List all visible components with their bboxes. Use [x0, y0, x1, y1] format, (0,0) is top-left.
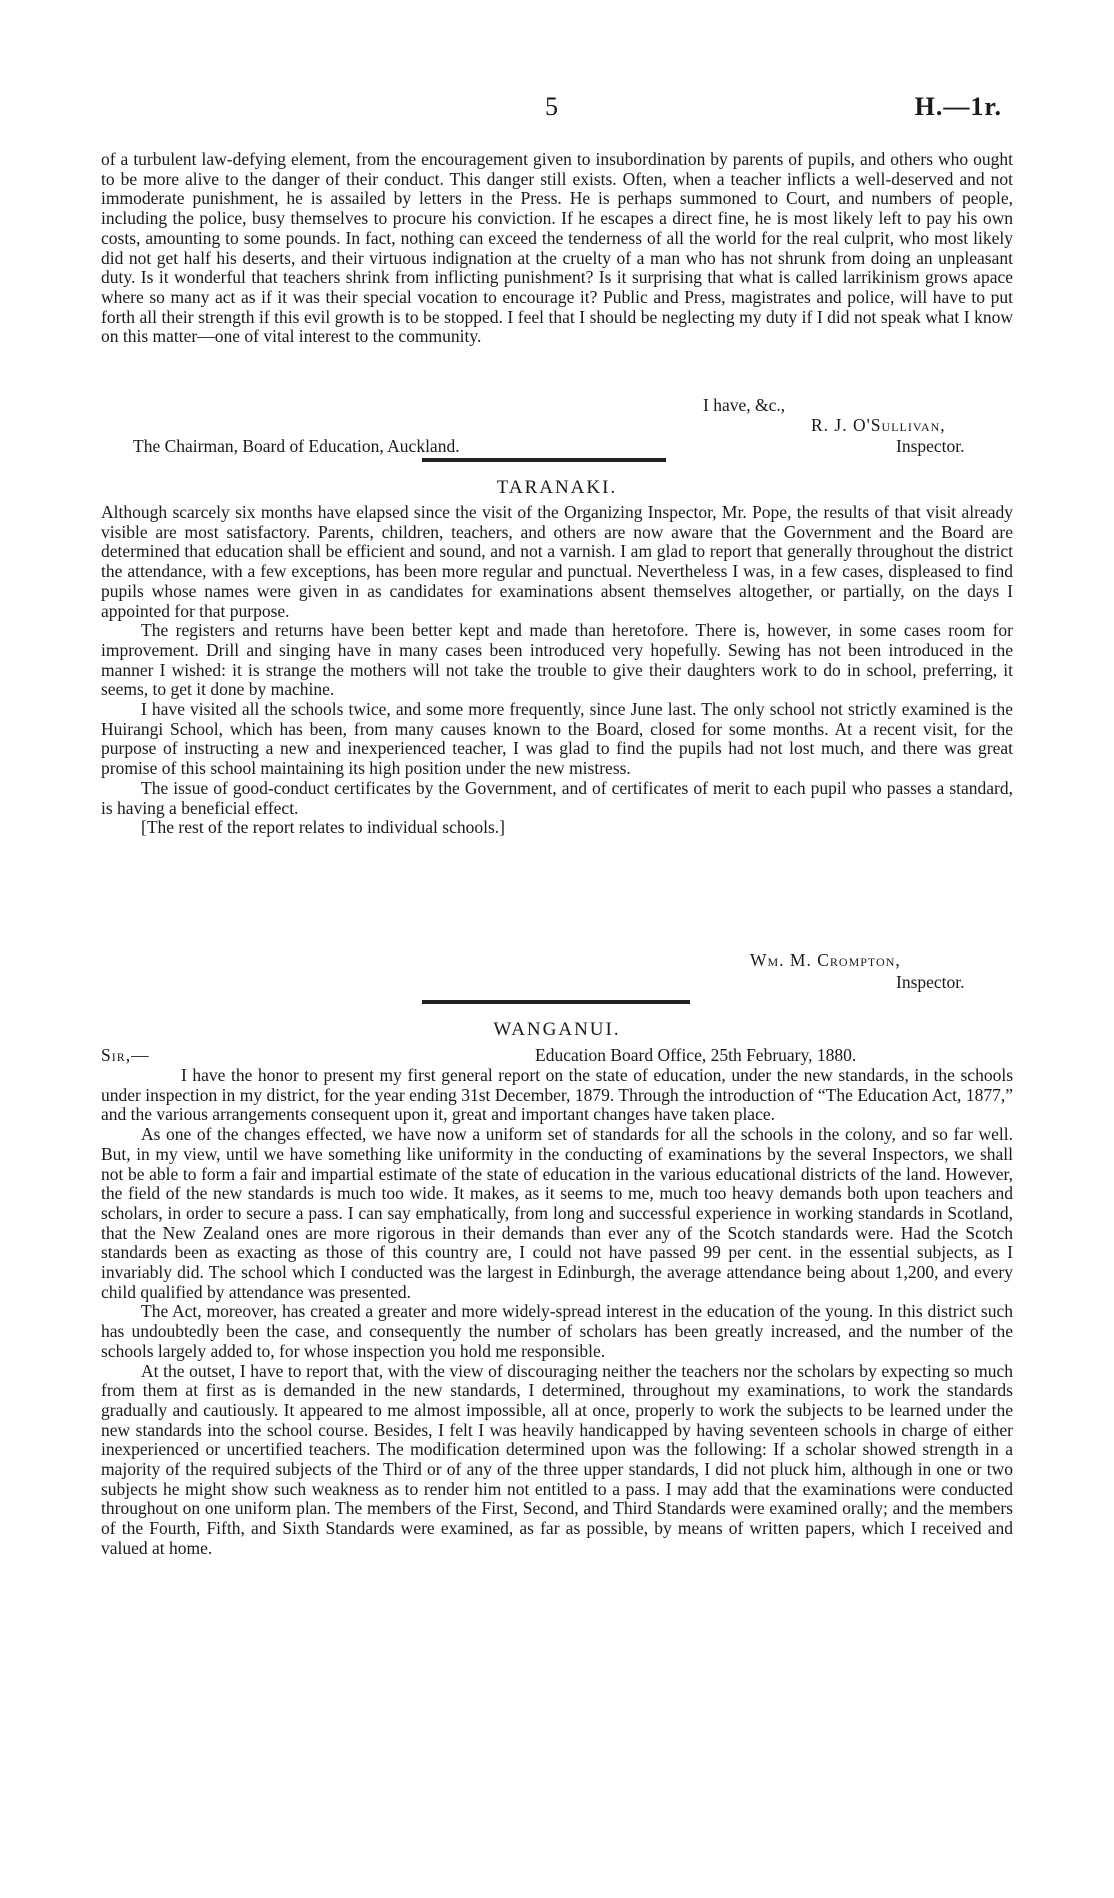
- osullivan-title: Inspector.: [896, 436, 965, 456]
- wanganui-report-text: [101, 1066, 1013, 1559]
- taranaki-editorial-note: [The rest of the report relates to individual schools.]: [141, 817, 505, 838]
- taranaki-report-text: [101, 503, 1013, 838]
- osullivan-signature: R. J. O'Sullivan,: [811, 415, 946, 435]
- osullivan-addressee: The Chairman, Board of Education, Auckland.: [133, 436, 460, 456]
- crompton-title: Inspector.: [896, 972, 965, 992]
- wanganui-salutation: Sir,—: [101, 1045, 150, 1065]
- wanganui-paragraph: The Act, moreover, has created a greater and more widely-spread interest in the education of the young. In this district such has undoubtedly been the case, and consequently the number of scholars has been greatly increased, and the number of the schools largely added to, for whose inspection you hold me responsible.: [101, 1301, 1013, 1361]
- page-number: 5: [545, 92, 558, 121]
- section-divider: [422, 1000, 690, 1004]
- crompton-signature: Wm. M. Crompton,: [750, 950, 901, 970]
- wanganui-heading: WANGANUI.: [493, 1019, 621, 1040]
- section-divider: [422, 458, 666, 462]
- wanganui-dateline: Education Board Office, 25th February, 1880.: [535, 1045, 857, 1065]
- document-reference: H.—1r.: [914, 92, 1002, 121]
- osullivan-report-text: [101, 150, 1013, 347]
- taranaki-paragraph: I have visited all the schools twice, and some more frequently, since June last. The only school not strictly examined is the Huirangi School, which has been, from many causes known to the Board, closed for some months. At a recent visit, for the purpose of instructing a new and inexperienced teacher, I was glad to find the pupils had not lost much, and there was great promise of this school maintaining its high position under the new mistress.: [101, 699, 1013, 779]
- taranaki-paragraph: Although scarcely six months have elapsed since the visit of the Organizing Inspector, Mr. Pope, the results of that visit already visible are most satisfactory. Parents, children, teachers, and others are now aware that the Government and the Board are determined that education shall be efficient and sound, and not a varnish. I am glad to report that generally throughout the district the attendance, with a few exceptions, has been more regular and punctual. Nevertheless I was, in a few cases, displeased to find pupils whose names were given in as candidates for examinations absent themselves altogether, or partially, on the days I appointed for that purpose.: [101, 502, 1013, 621]
- wanganui-paragraph: I have the honor to present my first general report on the state of education, under the new standards, in the schools under inspection in my district, for the year ending 31st December, 1879. Through the introduction of “The Education Act, 1877,” and the various arrangements consequent upon it, great and important changes have taken place.: [101, 1065, 1013, 1125]
- taranaki-heading: TARANAKI.: [496, 477, 618, 498]
- taranaki-paragraph: The registers and returns have been better kept and made than heretofore. There is, however, in some cases room for improvement. Drill and singing have in many cases been introduced very hopefully. Sewing has not been introduced in the manner I wished: it is strange the mothers will not take the trouble to give their daughters work to do in school, preferring, it seems, to get it done by machine.: [101, 620, 1013, 700]
- wanganui-paragraph: As one of the changes effected, we have now a uniform set of standards for all the schools in the colony, and so far well. But, in my view, until we have something like uniformity in the conducting of examinations by the several Inspectors, we shall not be able to form a fair and impartial estimate of the state of education in the various educational districts of the land. However, the field of the new standards is much too wide. It makes, as it seems to me, much too heavy demands both upon teachers and scholars, in order to secure a pass. I can say emphatically, from long and successful experience in working standards in Scotland, that the New Zealand ones are more rigorous in their demands than ever any of the Scotch standards were. Had the Scotch standards been as exacting as those of this country are, I could not have passed 99 per cent. in the essential subjects, as I invariably did. The school which I conducted was the largest in Edinburgh, the average attendance being about 1,200, and every child qualified by attendance was presented.: [101, 1124, 1013, 1302]
- osullivan-closing: I have, &c.,: [703, 395, 786, 415]
- taranaki-paragraph: The issue of good-conduct certificates by the Government, and of certificates of merit to each pupil who passes a standard, is having a beneficial effect.: [101, 777, 1013, 818]
- wanganui-paragraph: At the outset, I have to report that, with the view of discouraging neither the teachers nor the scholars by expecting so much from them at first as is demanded in the new standards, I determined, throughout my examinations, to work the standards gradually and cautiously. It appeared to me almost impossible, all at once, properly to work the subjects to be learned under the new standards into the school course. Besides, I felt I was heavily handicapped by having seventeen schools in charge of either inexperienced or uncertified teachers. The modification determined upon was the following: If a scholar showed strength in a majority of the required subjects of the Third or of any of the three upper standards, I did not pluck him, although in one or two subjects he might show such weakness as to render him not entitled to a pass. I may add that the examinations were conducted throughout on one uniform plan. The members of the First, Second, and Third Standards were examined orally; and the members of the Fourth, Fifth, and Sixth Standards were examined, as far as possible, by means of written papers, which I received and valued at home.: [101, 1360, 1013, 1558]
- osullivan-body-paragraph: of a turbulent law-defying element, from the encouragement given to insubordination by parents of pupils, and others who ought to be more alive to the danger of their conduct. This danger still exists. Often, when a teacher inflicts a well-deserved and not immoderate punishment, he is assailed by letters in the Press. He is perhaps summoned to Court, and numbers of people, including the police, busy themselves to procure his conviction. If he escapes a direct fine, he is most likely left to pay his own costs, amounting to some pounds. In fact, nothing can exceed the tenderness of all the world for the real culprit, who most likely did not get half his deserts, and their virtuous indignation at the cruelty of a man who has not shrunk from doing an unpleasant duty. Is it wonderful that teachers shrink from inflicting punishment? Is it surprising that what is called larrikinism grows apace where so many act as if it was their special vocation to encourage it? Public and Press, magistrates and police, will have to put forth all their strength if this evil growth is to be stopped. I feel that I should be neglecting my duty if I did not speak what I know on this matter—one of vital interest to the community.: [101, 149, 1013, 347]
